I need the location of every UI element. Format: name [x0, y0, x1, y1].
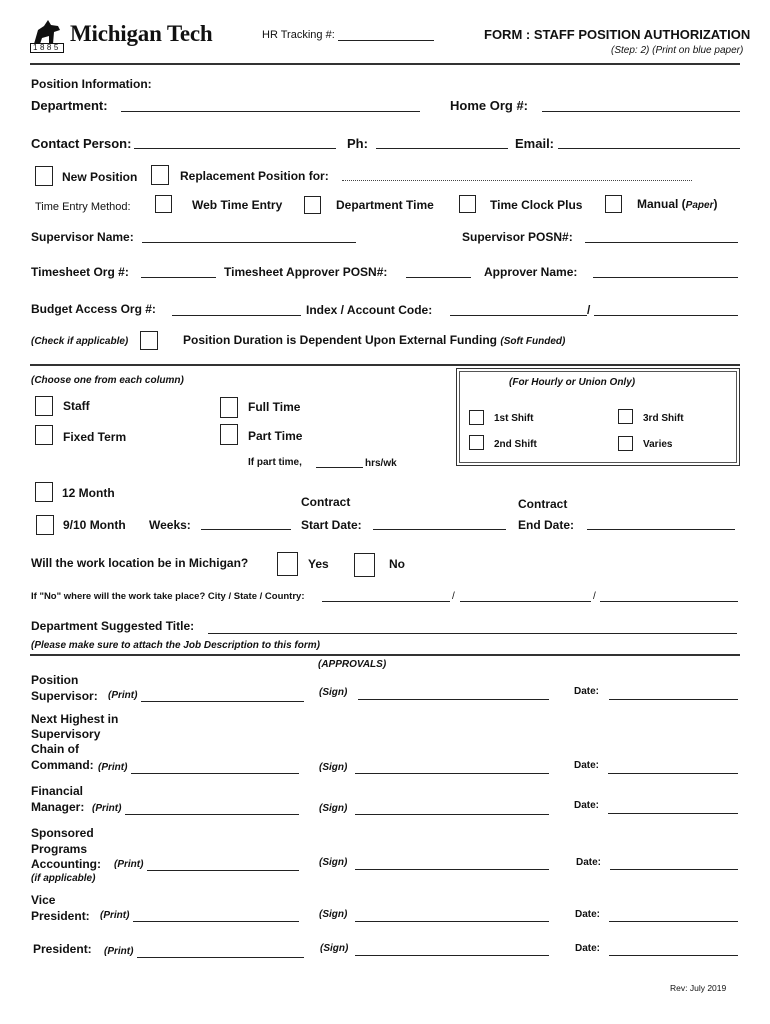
timesheet-org-label: Timesheet Org #:: [31, 265, 129, 279]
shift-1-label: 1st Shift: [494, 413, 534, 424]
if-part-time-label: If part time,: [248, 457, 302, 468]
account-code-field[interactable]: [594, 302, 738, 316]
phone-field[interactable]: [376, 135, 508, 149]
time-entry-method-label: Time Entry Method:: [35, 201, 131, 213]
president-date-field[interactable]: [609, 943, 738, 956]
michigan-no-checkbox[interactable]: [354, 553, 375, 577]
suggested-title-field[interactable]: [208, 620, 737, 634]
index-slash: /: [587, 303, 591, 317]
time-clock-plus-label: Time Clock Plus: [490, 198, 583, 212]
sp-date: Date:: [576, 857, 602, 868]
fm-label-1: Financial: [31, 784, 84, 798]
hr-tracking-label: HR Tracking #:: [262, 29, 335, 41]
michigan-no-label: No: [389, 557, 405, 571]
president-date: Date:: [575, 943, 601, 954]
timesheet-org-field[interactable]: [141, 264, 216, 278]
hourly-union-heading: (For Hourly or Union Only): [509, 377, 636, 388]
hours-per-week-field[interactable]: [316, 455, 363, 468]
approver-name-field[interactable]: [593, 264, 738, 278]
pos-sup-label-1: Position: [31, 673, 79, 687]
pos-sup-date-field[interactable]: [609, 687, 738, 700]
home-org-label: Home Org #:: [450, 98, 529, 113]
pos-sup-label-2: Supervisor:: [31, 689, 98, 703]
12-month-label: 12 Month: [62, 486, 115, 500]
sp-print: (Print): [114, 859, 144, 870]
department-time-checkbox[interactable]: [304, 196, 321, 214]
vp-sign: (Sign): [319, 909, 348, 920]
sp-print-field[interactable]: [147, 858, 299, 871]
suggested-title-label: Department Suggested Title:: [31, 619, 195, 633]
vp-label-1: Vice: [31, 893, 56, 907]
state-field[interactable]: [460, 590, 591, 602]
pos-sup-date: Date:: [574, 686, 600, 697]
choose-one-note: (Choose one from each column): [31, 375, 184, 386]
fm-print-field[interactable]: [125, 802, 299, 815]
if-no-label: If "No" where will the work take place? City / State / Country:: [31, 591, 305, 602]
contract-start-field[interactable]: [373, 517, 506, 530]
nh-date-field[interactable]: [608, 761, 738, 774]
vp-print-field[interactable]: [133, 909, 299, 922]
fm-print: (Print): [92, 803, 122, 814]
phone-label: Ph:: [347, 136, 368, 151]
sp-label-1: Sponsored: [31, 826, 94, 840]
web-time-entry-label: Web Time Entry: [192, 198, 283, 212]
nh-label-3: Chain of: [31, 742, 79, 756]
department-field[interactable]: [121, 97, 420, 112]
supervisor-name-field[interactable]: [142, 229, 356, 243]
president-print-field[interactable]: [137, 945, 304, 958]
vp-sign-field[interactable]: [355, 909, 549, 922]
sp-date-field[interactable]: [610, 857, 738, 870]
new-position-checkbox[interactable]: [35, 166, 53, 186]
fixed-term-label: Fixed Term: [63, 430, 127, 444]
check-if-applicable-label: (Check if applicable): [31, 336, 129, 347]
replacement-position-label: Replacement Position for:: [180, 169, 329, 183]
president-sign: (Sign): [320, 943, 349, 954]
approver-name-label: Approver Name:: [484, 265, 578, 279]
vp-date-field[interactable]: [609, 909, 738, 922]
nh-sign: (Sign): [319, 762, 348, 773]
vp-print: (Print): [100, 910, 130, 921]
department-label: Department:: [31, 98, 108, 113]
sp-label-3: Accounting:: [31, 857, 101, 871]
budget-access-org-label: Budget Access Org #:: [31, 302, 156, 316]
fixed-term-checkbox[interactable]: [35, 425, 53, 445]
replacement-position-field[interactable]: [342, 168, 692, 181]
weeks-label: Weeks:: [149, 518, 191, 532]
president-sign-field[interactable]: [355, 943, 549, 956]
michigan-question: Will the work location be in Michigan?: [31, 556, 249, 570]
nh-print-field[interactable]: [131, 761, 299, 774]
timesheet-approver-posn-field[interactable]: [406, 264, 471, 278]
manual-checkbox[interactable]: [605, 195, 622, 213]
9-10-month-label: 9/10 Month: [63, 518, 126, 532]
position-duration-label: Position Duration is Dependent Upon External Funding (Soft Funded): [183, 333, 566, 347]
part-time-checkbox[interactable]: [220, 424, 238, 445]
web-time-entry-checkbox[interactable]: [155, 195, 172, 213]
index-code-field[interactable]: [450, 302, 587, 316]
pos-sup-sign: (Sign): [319, 687, 348, 698]
staff-label: Staff: [63, 399, 90, 413]
fm-date: Date:: [574, 800, 600, 811]
form-subtitle: (Step: 2) (Print on blue paper): [611, 45, 744, 56]
shift-3-label: 3rd Shift: [643, 413, 684, 424]
contract-end-field[interactable]: [587, 517, 735, 530]
hr-tracking-field[interactable]: [338, 27, 434, 41]
email-field[interactable]: [558, 135, 740, 149]
nh-date: Date:: [574, 760, 600, 771]
nh-label-2: Supervisory: [31, 727, 101, 741]
index-account-code-label: Index / Account Code:: [306, 303, 433, 317]
sp-label-2: Programs: [31, 842, 88, 856]
approvals-heading: (APPROVALS): [318, 659, 387, 670]
pos-sup-print-field[interactable]: [141, 689, 304, 702]
soft-funded-checkbox[interactable]: [140, 331, 158, 350]
position-info-heading: Position Information:: [31, 77, 152, 91]
part-time-label: Part Time: [248, 429, 303, 443]
shift-2-label: 2nd Shift: [494, 439, 537, 450]
email-label: Email:: [515, 136, 555, 151]
michigan-yes-checkbox[interactable]: [277, 552, 298, 576]
full-time-label: Full Time: [248, 400, 301, 414]
nh-print: (Print): [98, 762, 128, 773]
revision-note: Rev: July 2019: [670, 983, 727, 993]
sp-sign: (Sign): [319, 857, 348, 868]
pos-sup-print: (Print): [108, 690, 138, 701]
nh-sign-field[interactable]: [355, 761, 549, 774]
contract-start-label-2: Start Date:: [301, 518, 362, 532]
full-time-checkbox[interactable]: [220, 397, 238, 418]
9-10-month-checkbox[interactable]: [36, 515, 54, 535]
form-title: FORM : STAFF POSITION AUTHORIZATION: [484, 27, 751, 42]
supervisor-posn-label: Supervisor POSN#:: [462, 230, 573, 244]
fm-label-2: Manager:: [31, 800, 85, 814]
shift-1-checkbox[interactable]: [469, 410, 484, 425]
timesheet-approver-posn-label: Timesheet Approver POSN#:: [224, 265, 388, 279]
budget-access-org-field[interactable]: [172, 302, 301, 316]
pos-sup-sign-field[interactable]: [358, 687, 549, 700]
12-month-checkbox[interactable]: [35, 482, 53, 502]
shift-2-checkbox[interactable]: [469, 435, 484, 450]
contract-end-label-2: End Date:: [518, 518, 575, 532]
sp-sign-field[interactable]: [355, 857, 549, 870]
supervisor-name-label: Supervisor Name:: [31, 230, 134, 244]
attach-note: (Please make sure to attach the Job Description to this form): [31, 640, 320, 651]
logo-name: Michigan Tech: [70, 21, 213, 46]
shift-varies-label: Varies: [643, 439, 673, 450]
logo-year: 1885: [33, 43, 61, 52]
staff-checkbox[interactable]: [35, 396, 53, 416]
weeks-field[interactable]: [201, 517, 291, 530]
nh-label-4: Command:: [31, 758, 94, 772]
contract-end-label-1: Contract: [518, 497, 568, 511]
fm-sign-field[interactable]: [355, 802, 549, 815]
nh-label-1: Next Highest in: [31, 712, 119, 726]
country-field[interactable]: [600, 590, 738, 602]
city-field[interactable]: [322, 590, 450, 602]
shift-3-checkbox[interactable]: [618, 409, 633, 424]
manual-label: Manual (Paper): [637, 197, 718, 211]
supervisor-posn-field[interactable]: [585, 229, 738, 243]
sp-if-applicable: (if applicable): [31, 873, 96, 884]
vp-label-2: President:: [31, 909, 90, 923]
shift-varies-checkbox[interactable]: [618, 436, 633, 451]
hrs-wk-label: hrs/wk: [365, 458, 397, 469]
michigan-yes-label: Yes: [308, 557, 329, 571]
time-clock-plus-checkbox[interactable]: [459, 195, 476, 213]
home-org-field[interactable]: [542, 97, 740, 112]
state-slash: /: [593, 591, 596, 602]
contact-person-field[interactable]: [134, 135, 336, 149]
president-label: President:: [33, 942, 92, 956]
fm-sign: (Sign): [319, 803, 348, 814]
replacement-position-checkbox[interactable]: [151, 165, 169, 185]
contract-start-label-1: Contract: [301, 495, 351, 509]
department-time-label: Department Time: [336, 198, 434, 212]
vp-date: Date:: [575, 909, 601, 920]
city-slash: /: [452, 591, 455, 602]
president-print: (Print): [104, 946, 134, 957]
new-position-label: New Position: [62, 170, 138, 184]
contact-person-label: Contact Person:: [31, 136, 132, 151]
fm-date-field[interactable]: [608, 801, 738, 814]
